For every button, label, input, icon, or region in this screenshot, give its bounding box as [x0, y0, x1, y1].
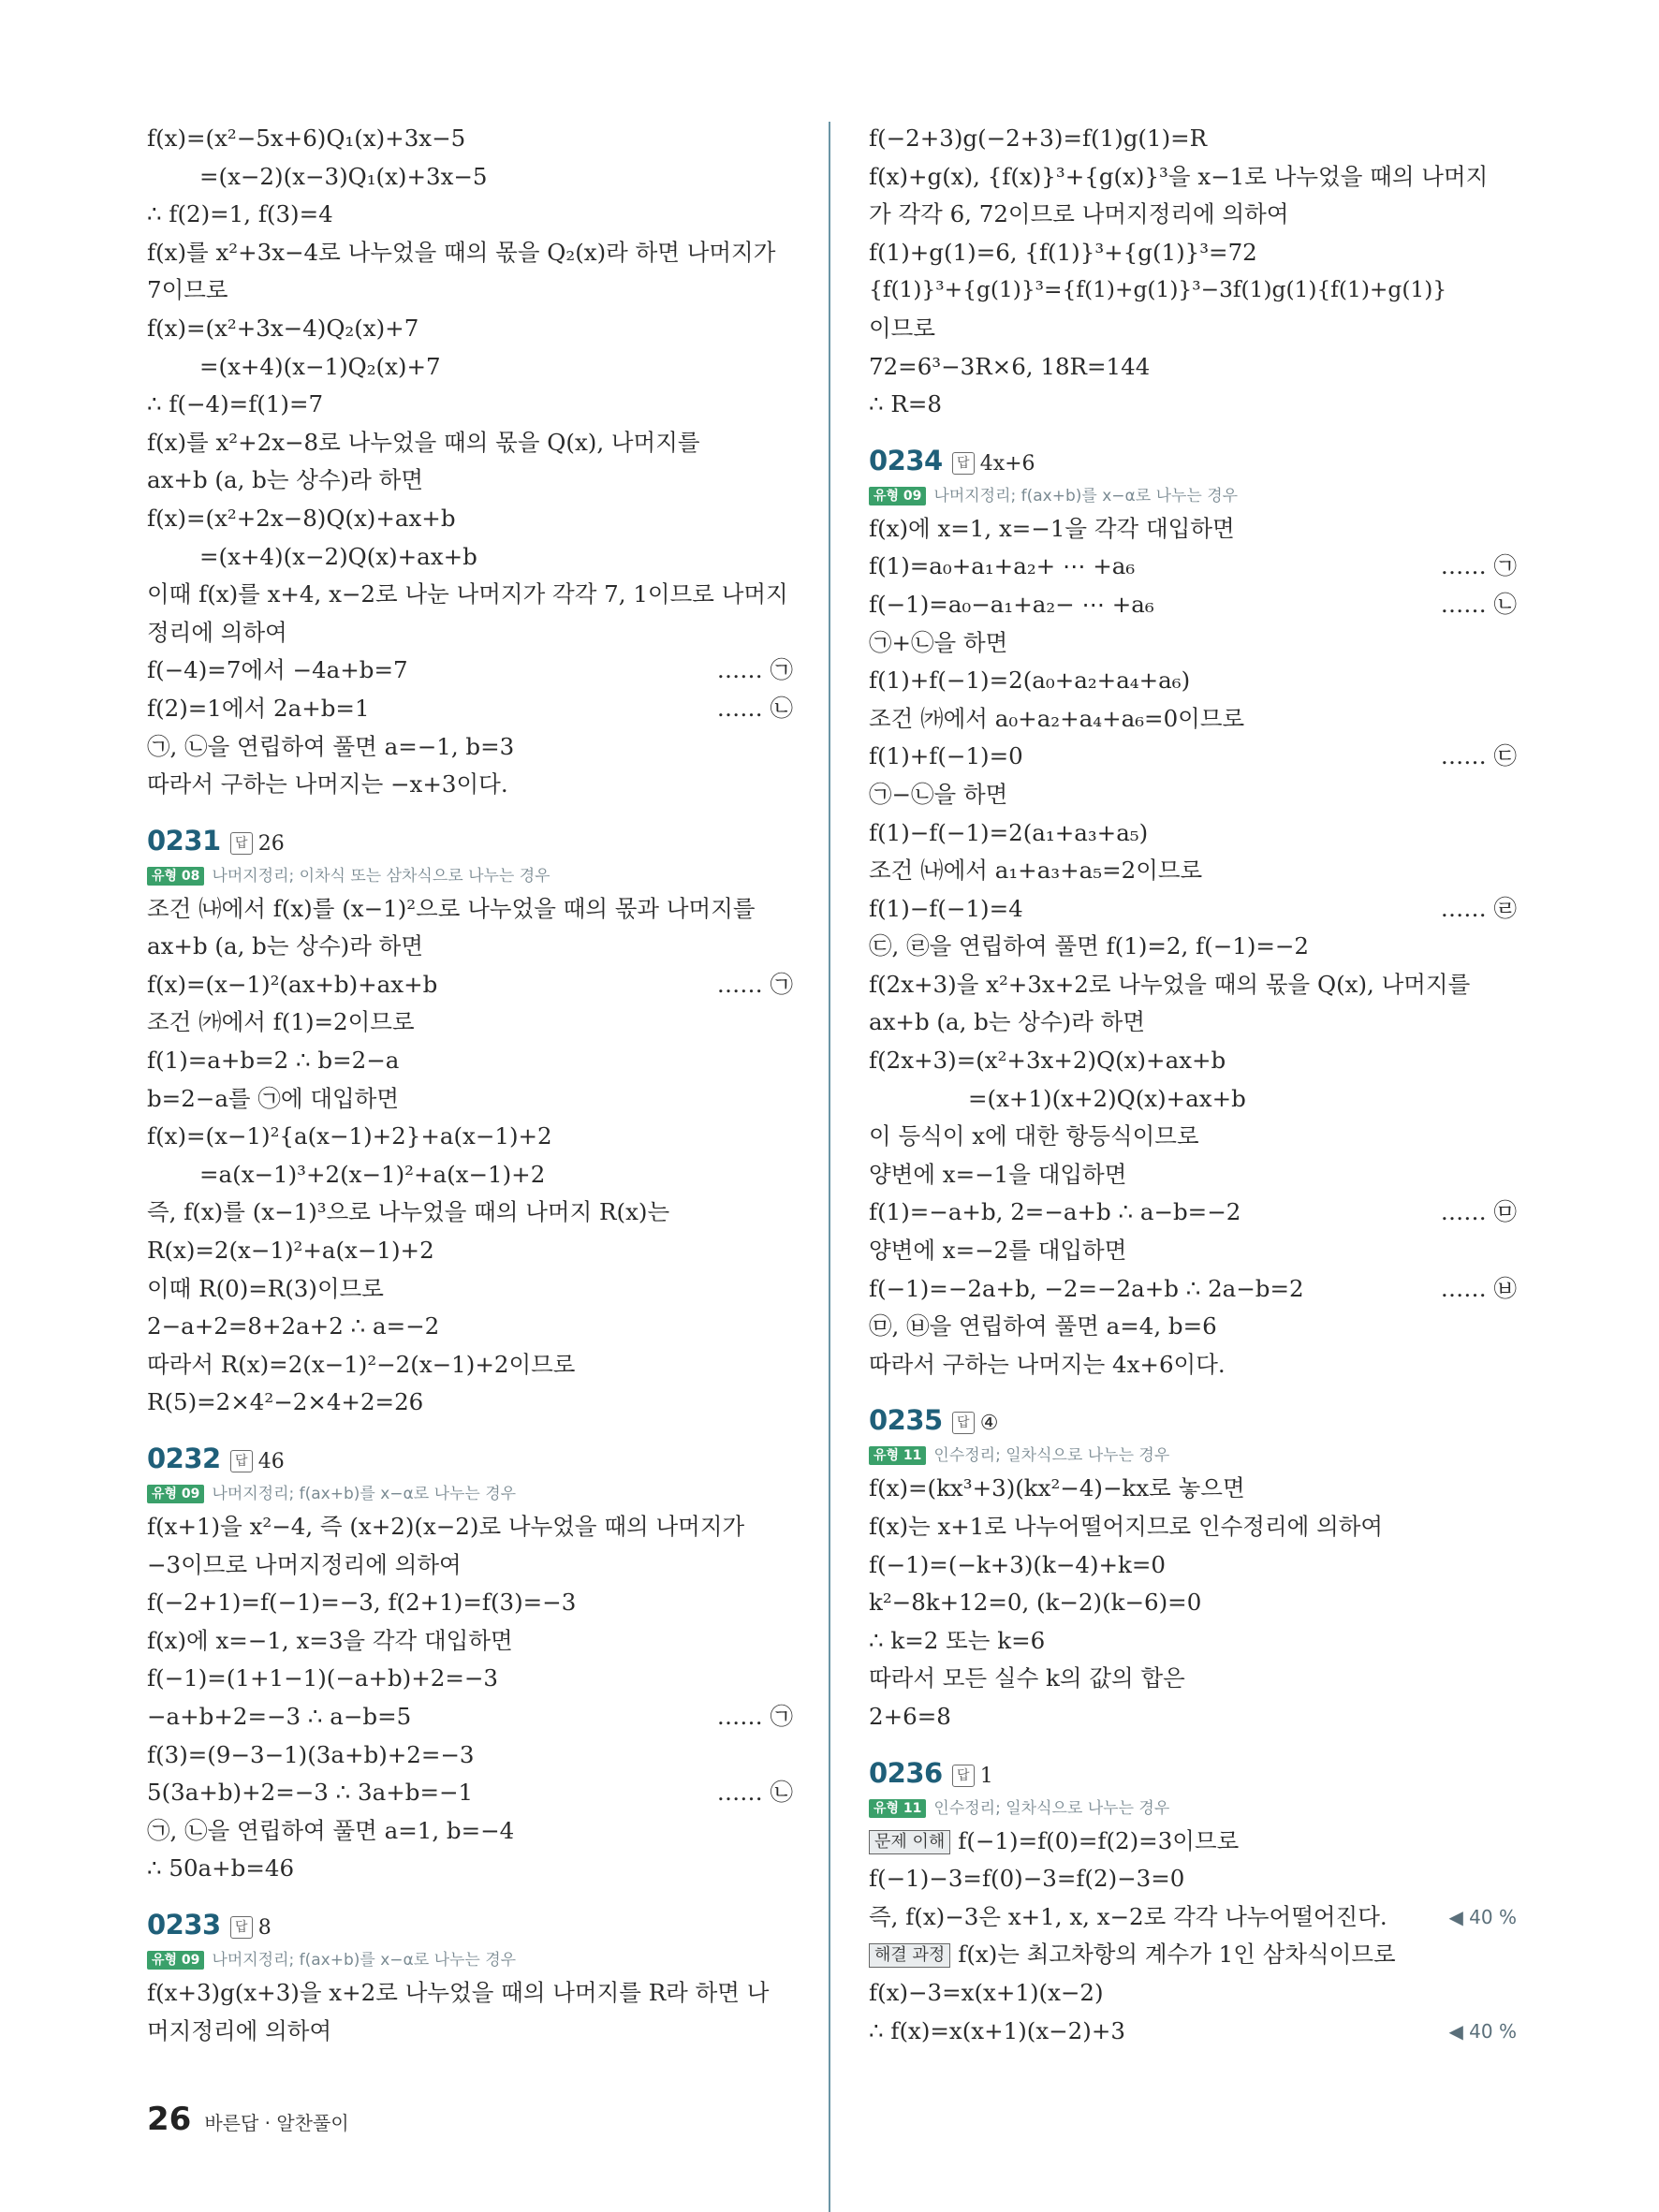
text-line: f(−2+3)g(−2+3)=f(1)g(1)=R — [869, 125, 1208, 152]
problem-answer: ④ — [979, 1412, 999, 1436]
text-line: 머지정리에 의하여 — [147, 2016, 332, 2044]
text-line: 양변에 x=−1을 대입하면 — [869, 1160, 1127, 1188]
score-percent: ◀ 40 % — [1448, 2019, 1517, 2043]
equation-marker: …… ㉠ — [716, 970, 793, 998]
problem-number: 0231 — [147, 824, 221, 857]
text-line: f(−1)−3=f(0)−3=f(2)−3=0 — [869, 1865, 1185, 1893]
text-line: f(x+3)g(x+3)을 x+2로 나누었을 때의 나머지를 R라 하면 나 — [147, 1978, 770, 2006]
answer-badge: 답 — [230, 1450, 253, 1472]
answer-badge: 답 — [230, 1916, 253, 1939]
text-line: =a(x−1)³+2(x−1)²+a(x−1)+2 — [199, 1160, 546, 1188]
text-line: 5(3a+b)+2=−3 ∴ 3a+b=−1 …… ㉡ — [147, 1774, 793, 1812]
problem-number: 0236 — [869, 1756, 943, 1789]
text-line: ax+b (a, b는 상수)라 하면 — [147, 466, 423, 494]
text-line: f(1)−f(−1)=2(a₁+a₃+a₅) — [869, 818, 1149, 846]
type-badge: 유형 09 — [869, 487, 926, 505]
text-line: f(x)를 x²+3x−4로 나누었을 때의 몫을 Q₂(x)라 하면 나머지가 — [147, 238, 776, 266]
problem-answer: 46 — [257, 1450, 285, 1473]
text-line: f(x)=(x−1)²{a(x−1)+2}+a(x−1)+2 — [147, 1122, 552, 1150]
text-line: 조건 ㈎에서 f(1)=2이므로 — [147, 1008, 415, 1036]
type-badge: 유형 08 — [147, 867, 204, 886]
equation-marker: …… ㉢ — [1440, 742, 1517, 770]
text-line: ㉠, ㉡을 연립하여 풀면 a=1, b=−4 — [147, 1816, 515, 1844]
text-line: f(1)=a₀+a₁+a₂+ ⋯ +a₆ …… ㉠ — [869, 548, 1517, 586]
text-line: ㉤, ㉥을 연립하여 풀면 a=4, b=6 — [869, 1312, 1217, 1340]
equation-marker: …… ㉡ — [716, 694, 793, 722]
problem-number: 0235 — [869, 1404, 943, 1437]
type-badge: 유형 11 — [869, 1446, 926, 1465]
text-line: f(−1)=−2a+b, −2=−2a+b ∴ 2a−b=2 …… ㉥ — [869, 1270, 1517, 1309]
left-column — [147, 120, 793, 2050]
text-line: R(5)=2×4²−2×4+2=26 — [147, 1388, 424, 1416]
text-line: =(x+4)(x−2)Q(x)+ax+b — [199, 542, 477, 570]
text-line: 가 각각 6, 72이므로 나머지정리에 의하여 — [869, 200, 1289, 228]
text-line: f(2)=1에서 2a+b=1 …… ㉡ — [147, 690, 793, 728]
problem-answer: 8 — [257, 1915, 272, 1940]
text-line: f(x)=(kx³+3)(kx²−4)−kx로 놓으면 — [869, 1474, 1245, 1502]
answer-badge: 답 — [952, 1765, 975, 1787]
problem-type: 유형 11 인수정리; 일차식으로 나누는 경우 — [869, 1442, 1517, 1470]
text-line: −3이므로 나머지정리에 의하여 — [147, 1550, 462, 1578]
equation-marker: …… ㉠ — [1440, 552, 1517, 580]
answer-badge: 답 — [230, 832, 253, 855]
text-line: k²−8k+12=0, (k−2)(k−6)=0 — [869, 1589, 1202, 1617]
answer-badge: 답 — [952, 1412, 975, 1434]
text-line: {f(1)}³+{g(1)}³={f(1)+g(1)}³−3f(1)g(1){f(1)+g(1)} — [869, 277, 1447, 303]
step-label: 해결 과정 — [869, 1943, 950, 1968]
text-line: f(x)에 x=1, x=−1을 각각 대입하면 — [869, 514, 1235, 542]
text-line: 72=6³−3R×6, 18R=144 — [869, 352, 1151, 380]
page-footer — [147, 2101, 349, 2138]
text-line: f(2x+3)=(x²+3x+2)Q(x)+ax+b — [869, 1047, 1226, 1075]
column-divider — [829, 122, 830, 2212]
text-line: b=2−a를 ㉠에 대입하면 — [147, 1084, 400, 1112]
text-line: −a+b+2=−3 ∴ a−b=5 …… ㉠ — [147, 1698, 793, 1736]
equation-marker: …… ㉡ — [1440, 590, 1517, 618]
page-number: 26 — [147, 2101, 192, 2138]
text-line: 양변에 x=−2를 대입하면 — [869, 1237, 1127, 1265]
problem-answer: 4x+6 — [979, 451, 1035, 476]
text-line: f(1)=−a+b, 2=−a+b ∴ a−b=−2 …… ㉤ — [869, 1194, 1517, 1232]
text-line: f(x+1)을 x²−4, 즉 (x+2)(x−2)로 나누었을 때의 나머지가 — [147, 1513, 745, 1540]
text-line: 조건 ㈏에서 f(x)를 (x−1)²으로 나누었을 때의 몫과 나머지를 — [147, 894, 756, 922]
text-line: ∴ k=2 또는 k=6 — [869, 1626, 1046, 1654]
text-line: 즉, f(x)−3은 x+1, x, x−2로 각각 나누어떨어진다. ◀ 40 % — [869, 1898, 1517, 1937]
problem-answer: 26 — [257, 831, 285, 856]
problem-type: 유형 11 인수정리; 일차식으로 나누는 경우 — [869, 1795, 1517, 1823]
text-line: ㉠+㉡을 하면 — [869, 628, 1008, 656]
text-line: 이 등식이 x에 대한 항등식이므로 — [869, 1122, 1199, 1150]
text-line: f(−2+1)=f(−1)=−3, f(2+1)=f(3)=−3 — [147, 1589, 577, 1617]
text-line: f(−1)=(1+1−1)(−a+b)+2=−3 — [147, 1664, 498, 1692]
text-line: R(x)=2(x−1)²+a(x−1)+2 — [147, 1237, 434, 1265]
text-line: 2+6=8 — [869, 1702, 951, 1730]
equation-marker: …… ㉤ — [1440, 1198, 1517, 1226]
text-line: f(x)+g(x), {f(x)}³+{g(x)}³을 x−1로 나누었을 때의 나머지 — [869, 162, 1489, 190]
step-label: 문제 이해 — [869, 1830, 950, 1854]
text-line: 따라서 구하는 나머지는 4x+6이다. — [869, 1350, 1226, 1378]
text-line: f(x)를 x²+2x−8로 나누었을 때의 몫을 Q(x), 나머지를 — [147, 428, 700, 456]
text-line: 따라서 구하는 나머지는 −x+3이다. — [147, 770, 508, 798]
equation-marker: …… ㉠ — [716, 656, 793, 684]
text-line: 2−a+2=8+2a+2 ∴ a=−2 — [147, 1312, 440, 1340]
footer-title: 바른답 · 알찬풀이 — [204, 2112, 349, 2134]
equation-marker: …… ㉥ — [1440, 1274, 1517, 1302]
text-line: f(1)+f(−1)=2(a₀+a₂+a₄+a₆) — [869, 667, 1191, 695]
text-line: ∴ f(2)=1, f(3)=4 — [147, 200, 333, 228]
problem-type: 유형 09 나머지정리; f(ax+b)를 x−α로 나누는 경우 — [147, 1946, 793, 1974]
text-line: f(−1)=(−k+3)(k−4)+k=0 — [869, 1550, 1167, 1578]
text-line: ax+b (a, b는 상수)라 하면 — [147, 932, 423, 960]
right-column — [869, 120, 1517, 2050]
text-line: 즉, f(x)를 (x−1)³으로 나누었을 때의 나머지 R(x)는 — [147, 1198, 670, 1226]
text-line: f(x)=(x−1)²(ax+b)+ax+b …… ㉠ — [147, 966, 793, 1004]
text-line: ∴ 50a+b=46 — [147, 1854, 295, 1882]
equation-marker: …… ㉣ — [1440, 894, 1517, 922]
problem-header — [869, 1399, 1517, 1442]
answer-badge: 답 — [952, 452, 975, 475]
text-line: 따라서 모든 실수 k의 값의 합은 — [869, 1664, 1185, 1692]
text-line: 이때 R(0)=R(3)이므로 — [147, 1274, 384, 1302]
text-line: ∴ f(x)=x(x+1)(x−2)+3 ◀ 40 % — [869, 2013, 1517, 2051]
text-line: f(−4)=7에서 −4a+b=7 …… ㉠ — [147, 652, 793, 690]
text-line: 조건 ㈎에서 a₀+a₂+a₄+a₆=0이므로 — [869, 704, 1245, 732]
text-line: 정리에 의하여 — [147, 618, 287, 646]
problem-answer: 1 — [979, 1764, 993, 1788]
text-line: f(−1)=a₀−a₁+a₂− ⋯ +a₆ …… ㉡ — [869, 586, 1517, 624]
problem-header — [147, 1437, 793, 1480]
problem-type: 유형 09 나머지정리; f(ax+b)를 x−α로 나누는 경우 — [147, 1480, 793, 1508]
text-line: 7이므로 — [147, 276, 228, 304]
problem-header — [147, 819, 793, 862]
text-line: 이때 f(x)를 x+4, x−2로 나눈 나머지가 각각 7, 1이므로 나머지 — [147, 580, 788, 608]
problem-header — [147, 1903, 793, 1946]
type-badge: 유형 09 — [147, 1951, 204, 1970]
equation-marker: …… ㉠ — [716, 1702, 793, 1730]
text-line: 해결 과정 f(x)는 최고차항의 계수가 1인 삼차식이므로 — [869, 1936, 1517, 1974]
text-line: 이므로 — [869, 314, 936, 342]
type-badge: 유형 09 — [147, 1485, 204, 1503]
problem-type: 유형 08 나머지정리; 이차식 또는 삼차식으로 나누는 경우 — [147, 862, 793, 890]
text-line: f(x)=(x²−5x+6)Q₁(x)+3x−5 — [147, 125, 466, 152]
text-line: ax+b (a, b는 상수)라 하면 — [869, 1008, 1145, 1036]
text-line: =(x−2)(x−3)Q₁(x)+3x−5 — [199, 162, 488, 190]
text-line: 조건 ㈏에서 a₁+a₃+a₅=2이므로 — [869, 857, 1203, 885]
text-line: f(3)=(9−3−1)(3a+b)+2=−3 — [147, 1740, 475, 1768]
text-line: f(x)=(x²+2x−8)Q(x)+ax+b — [147, 504, 456, 532]
text-line: f(x)는 x+1로 나누어떨어지므로 인수정리에 의하여 — [869, 1513, 1384, 1540]
text-line: ∴ f(−4)=f(1)=7 — [147, 390, 324, 418]
problem-number: 0232 — [147, 1443, 221, 1474]
text-line: ∴ R=8 — [869, 390, 942, 418]
problem-header — [869, 439, 1517, 482]
text-line: 문제 이해 f(−1)=f(0)=f(2)=3이므로 — [869, 1823, 1517, 1861]
text-line: ㉢, ㉣을 연립하여 풀면 f(1)=2, f(−1)=−2 — [869, 932, 1310, 960]
problem-header — [869, 1751, 1517, 1795]
text-line: f(x)−3=x(x+1)(x−2) — [869, 1978, 1104, 2006]
text-line: ㉠−㉡을 하면 — [869, 780, 1008, 808]
problem-type: 유형 09 나머지정리; f(ax+b)를 x−α로 나누는 경우 — [869, 482, 1517, 510]
text-line: =(x+1)(x+2)Q(x)+ax+b — [968, 1084, 1246, 1112]
score-percent: ◀ 40 % — [1448, 1905, 1517, 1928]
problem-number: 0233 — [147, 1908, 221, 1941]
text-line: f(1)−f(−1)=4 …… ㉣ — [869, 890, 1517, 929]
text-line: =(x+4)(x−1)Q₂(x)+7 — [199, 352, 441, 380]
text-line: f(x)에 x=−1, x=3을 각각 대입하면 — [147, 1626, 513, 1654]
text-line: 따라서 R(x)=2(x−1)²−2(x−1)+2이므로 — [147, 1350, 576, 1378]
text-line: f(1)=a+b=2 ∴ b=2−a — [147, 1047, 400, 1075]
text-line: ㉠, ㉡을 연립하여 풀면 a=−1, b=3 — [147, 732, 515, 760]
text-line: f(1)+f(−1)=0 …… ㉢ — [869, 738, 1517, 776]
text-line: f(x)=(x²+3x−4)Q₂(x)+7 — [147, 314, 419, 342]
text-line: f(1)+g(1)=6, {f(1)}³+{g(1)}³=72 — [869, 238, 1257, 266]
type-badge: 유형 11 — [869, 1799, 926, 1818]
equation-marker: …… ㉡ — [716, 1779, 793, 1807]
problem-number: 0234 — [869, 444, 943, 476]
text-line: f(2x+3)을 x²+3x+2로 나누었을 때의 몫을 Q(x), 나머지를 — [869, 970, 1471, 998]
